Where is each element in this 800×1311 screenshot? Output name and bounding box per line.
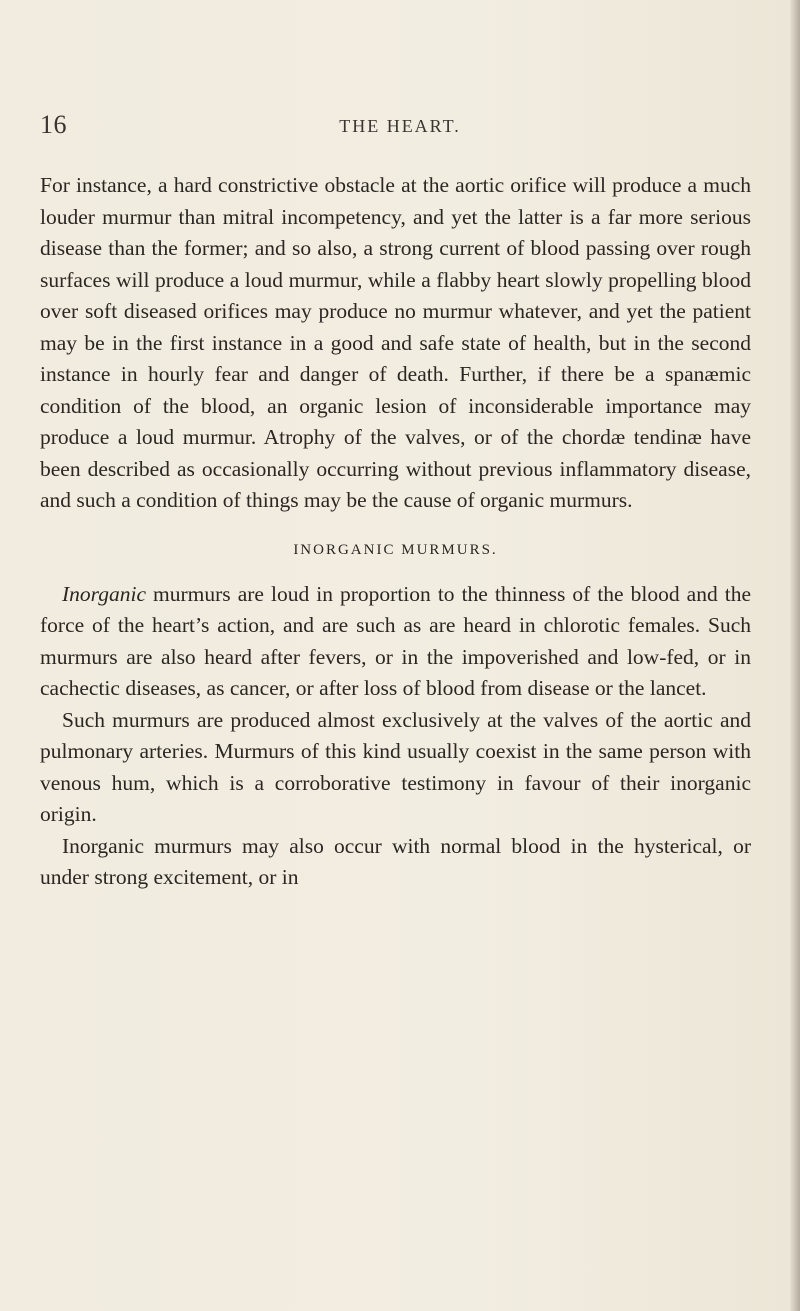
paragraph: Inorganic murmurs may also occur with normal blood in the hysterical, or under strong excitement, or in xyxy=(40,833,751,889)
body-text xyxy=(40,170,751,894)
italic-lead-word: Inorganic xyxy=(62,581,146,606)
paragraph: Such murmurs are produced almost exclusively at the valves of the aortic and pulmonary arteries. Murmurs of this kind usually coexist in the same person with venous hum, which is a corroborative testimony in favour of their inorganic origin. xyxy=(40,707,751,826)
paragraph: For instance, a hard constrictive obstacle at the aortic orifice will produce a much louder murmur than mitral incompetency, and yet the latter is a far more serious disease than the former; and so also, a strong current of blood passing over rough surfaces will produce a loud murmur, while a flabby heart slowly propelling blood over soft diseased orifices may produce no murmur whatever, and yet the patient may be in the first instance in a good and safe state of health, but in the second instance in hourly fear and danger of death. Further, if there be a spanæmic condition of the blood, an organic lesion of inconsiderable importance may produce a loud murmur. Atrophy of the valves, or of the chordæ tendinæ have been described as occasionally occurring without previous inflammatory disease, and such a condition of things may be the cause of organic murmurs. xyxy=(40,173,751,512)
paragraph xyxy=(40,579,751,705)
section-heading: INORGANIC MURMURS. xyxy=(293,541,498,558)
running-head: THE HEART. xyxy=(339,116,461,136)
paragraph-text: murmurs are loud in proportion to the thinness of the blood and the force of the heart’s action, and are such as are heard in chlorotic females. Such murmurs are also heard after fevers, or in the impoverished and low-fed, or in cachectic diseases, as cancer, or after loss of blood from disease or the lancet. xyxy=(40,581,751,700)
page-number: 16 xyxy=(40,110,67,139)
page-header xyxy=(40,110,760,142)
page-edge-shadow xyxy=(790,0,800,1311)
